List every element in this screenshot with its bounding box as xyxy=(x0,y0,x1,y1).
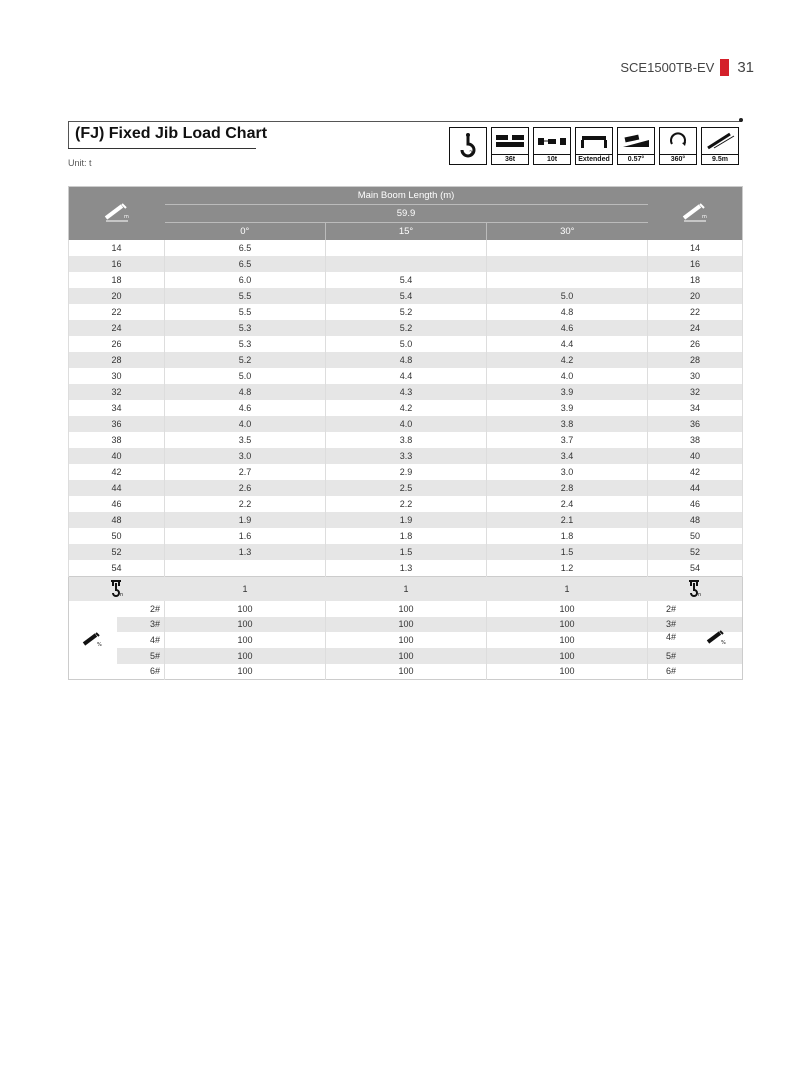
table-row xyxy=(69,496,743,512)
radius-cell: 20 xyxy=(69,288,165,304)
telescoping-cell: 100 xyxy=(326,664,487,680)
title-underline xyxy=(68,148,256,149)
svg-text:%: % xyxy=(721,640,726,646)
telescoping-icon xyxy=(706,628,728,646)
radius-cell: 14 xyxy=(69,240,165,256)
boom-length: 59.9 xyxy=(165,205,648,223)
load-cell: 1.8 xyxy=(326,528,487,544)
telescoping-row xyxy=(69,664,743,680)
radius-cell: 44 xyxy=(648,480,743,496)
telescoping-cell: 100 xyxy=(165,664,326,680)
load-cell: 2.8 xyxy=(487,480,648,496)
table-row xyxy=(69,416,743,432)
header-row-3 xyxy=(69,223,743,241)
svg-text:%: % xyxy=(96,642,102,648)
radius-cell: 36 xyxy=(69,416,165,432)
radius-cell: 34 xyxy=(648,400,743,416)
section-cell-right xyxy=(648,601,743,617)
load-cell: 4.0 xyxy=(165,416,326,432)
radius-cell: 50 xyxy=(648,528,743,544)
telescoping-cell: 100 xyxy=(165,601,326,617)
telescoping-row xyxy=(69,601,743,617)
table-row xyxy=(69,368,743,384)
hook-falls-icon xyxy=(109,579,125,597)
incline-label: 0.57° xyxy=(618,154,654,164)
load-cell xyxy=(487,240,648,256)
telescoping-row xyxy=(69,648,743,664)
section-label: 6# xyxy=(666,666,677,677)
radius-cell: 48 xyxy=(69,512,165,528)
table-row xyxy=(69,464,743,480)
main-boom-header: Main Boom Length (m) xyxy=(165,187,648,205)
telescoping-cell: 100 xyxy=(487,617,648,633)
load-cell: 2.2 xyxy=(165,496,326,512)
radius-cell: 16 xyxy=(648,256,743,272)
section-label: 4# xyxy=(666,632,677,642)
load-cell: 4.6 xyxy=(165,400,326,416)
load-cell: 4.0 xyxy=(326,416,487,432)
jib-length-icon xyxy=(701,127,739,165)
table-row xyxy=(69,304,743,320)
radius-cell: 32 xyxy=(648,384,743,400)
section-label: 2# xyxy=(666,603,677,614)
table-row xyxy=(69,384,743,400)
telescoping-icon xyxy=(82,630,104,648)
table-row xyxy=(69,544,743,560)
load-cell xyxy=(487,272,648,288)
radius-cell: 34 xyxy=(69,400,165,416)
hook-falls-icon xyxy=(687,579,703,597)
telescoping-cell: 100 xyxy=(487,664,648,680)
load-cell: 4.8 xyxy=(487,304,648,320)
hook-falls-label xyxy=(69,577,165,602)
page-header xyxy=(620,59,754,76)
load-cell: 1.9 xyxy=(326,512,487,528)
telescoping-cell: 100 xyxy=(326,632,487,648)
radius-cell: 28 xyxy=(648,352,743,368)
table-row xyxy=(69,240,743,256)
page-title: (FJ) Fixed Jib Load Chart xyxy=(75,125,268,142)
radius-cell: 48 xyxy=(648,512,743,528)
angle-header: 15° xyxy=(326,223,487,241)
radius-cell: 22 xyxy=(69,304,165,320)
radius-cell: 46 xyxy=(648,496,743,512)
counterweight-icon xyxy=(491,127,529,165)
load-cell: 5.0 xyxy=(487,288,648,304)
radius-cell: 24 xyxy=(648,320,743,336)
load-cell: 1.2 xyxy=(487,560,648,577)
radius-cell: 50 xyxy=(69,528,165,544)
load-cell: 5.4 xyxy=(326,288,487,304)
radius-cell: 22 xyxy=(648,304,743,320)
table-row xyxy=(69,320,743,336)
load-cell xyxy=(326,240,487,256)
hook-icon xyxy=(449,127,487,165)
load-cell: 4.8 xyxy=(165,384,326,400)
radius-cell: 54 xyxy=(648,560,743,577)
rule-dot xyxy=(739,118,743,122)
load-cell: 5.4 xyxy=(326,272,487,288)
hook-falls-label xyxy=(648,577,743,602)
load-cell: 6.0 xyxy=(165,272,326,288)
radius-cell: 30 xyxy=(69,368,165,384)
radius-cell: 40 xyxy=(69,448,165,464)
radius-cell: 38 xyxy=(69,432,165,448)
telescoping-cell: 100 xyxy=(487,648,648,664)
title-rule xyxy=(68,121,742,122)
load-cell: 1.9 xyxy=(165,512,326,528)
page-number: 31 xyxy=(737,59,754,76)
load-cell: 4.3 xyxy=(326,384,487,400)
telescoping-cell: 100 xyxy=(326,601,487,617)
section-cell: 6# xyxy=(117,664,165,680)
load-cell: 5.3 xyxy=(165,320,326,336)
hook-falls-cell: 1 xyxy=(326,577,487,602)
slew-label: 360° xyxy=(660,154,696,164)
unit-label: Unit: t xyxy=(68,158,92,168)
load-cell: 3.5 xyxy=(165,432,326,448)
table-row xyxy=(69,448,743,464)
load-cell: 4.0 xyxy=(487,368,648,384)
jib-length-label: 9.5m xyxy=(702,154,738,164)
telescoping-row xyxy=(69,632,743,648)
radius-icon xyxy=(680,200,710,224)
load-cell: 1.8 xyxy=(487,528,648,544)
hook-falls-row xyxy=(69,577,743,602)
load-cell: 1.3 xyxy=(165,544,326,560)
svg-text:m: m xyxy=(123,214,129,220)
radius-cell: 26 xyxy=(69,336,165,352)
section-cell: 5# xyxy=(117,648,165,664)
telescoping-cell: 100 xyxy=(326,617,487,633)
telescoping-cell: 100 xyxy=(165,617,326,633)
radius-cell: 42 xyxy=(69,464,165,480)
outrigger-label: Extended xyxy=(576,154,612,164)
load-cell: 3.3 xyxy=(326,448,487,464)
load-cell: 3.8 xyxy=(326,432,487,448)
radius-cell: 42 xyxy=(648,464,743,480)
radius-header-right xyxy=(648,187,743,241)
hook-falls-cell: 1 xyxy=(165,577,326,602)
radius-cell: 38 xyxy=(648,432,743,448)
model-name: SCE1500TB-EV xyxy=(620,60,715,75)
radius-cell: 20 xyxy=(648,288,743,304)
angle-header: 30° xyxy=(560,226,575,237)
table-row xyxy=(69,480,743,496)
load-cell xyxy=(326,256,487,272)
svg-text:m: m xyxy=(701,214,707,220)
load-cell: 6.5 xyxy=(165,240,326,256)
svg-text:2: 2 xyxy=(469,150,473,157)
load-cell: 5.0 xyxy=(165,368,326,384)
load-cell: 2.4 xyxy=(487,496,648,512)
load-cell: 3.7 xyxy=(487,432,648,448)
telescoping-cell: 100 xyxy=(326,648,487,664)
angle-header: 0° xyxy=(165,223,326,241)
load-cell: 1.5 xyxy=(326,544,487,560)
radius-cell: 18 xyxy=(648,272,743,288)
radius-header-left xyxy=(69,187,165,241)
incline-icon xyxy=(617,127,655,165)
radius-cell: 14 xyxy=(648,240,743,256)
load-cell: 5.3 xyxy=(165,336,326,352)
load-cell: 3.8 xyxy=(487,416,648,432)
load-cell xyxy=(487,256,648,272)
table-row xyxy=(69,560,743,577)
table-row xyxy=(69,400,743,416)
section-label: 5# xyxy=(666,650,677,661)
load-cell: 3.9 xyxy=(487,400,648,416)
load-cell: 4.2 xyxy=(487,352,648,368)
radius-cell: 24 xyxy=(69,320,165,336)
header-row-2 xyxy=(69,205,743,223)
radius-cell: 28 xyxy=(69,352,165,368)
radius-cell: 30 xyxy=(648,368,743,384)
radius-cell: 18 xyxy=(69,272,165,288)
rule-tick xyxy=(68,121,69,149)
radius-cell: 32 xyxy=(69,384,165,400)
section-cell-right xyxy=(648,648,743,664)
load-cell: 5.2 xyxy=(326,304,487,320)
load-cell: 1.5 xyxy=(487,544,648,560)
table-row xyxy=(69,336,743,352)
red-marker xyxy=(720,59,729,76)
svg-text:n: n xyxy=(697,592,701,597)
counterweight-label: 36t xyxy=(492,154,528,164)
radius-icon xyxy=(102,200,132,224)
load-cell: 1.6 xyxy=(165,528,326,544)
radius-cell: 54 xyxy=(69,560,165,577)
load-cell: 4.2 xyxy=(326,400,487,416)
telescoping-cell: 100 xyxy=(487,632,648,648)
load-cell: 5.2 xyxy=(165,352,326,368)
extra-counterweight-label: 10t xyxy=(534,154,570,164)
table-row xyxy=(69,272,743,288)
telescoping-cell: 100 xyxy=(165,632,326,648)
telescoping-icon-cell xyxy=(69,601,117,680)
table-row xyxy=(69,352,743,368)
radius-cell: 16 xyxy=(69,256,165,272)
load-cell: 5.2 xyxy=(326,320,487,336)
hook-falls-cell: 1 xyxy=(487,577,648,602)
load-cell: 4.4 xyxy=(326,368,487,384)
load-cell: 3.0 xyxy=(165,448,326,464)
config-icons xyxy=(449,127,739,165)
section-cell-right xyxy=(648,617,743,633)
slew-icon xyxy=(659,127,697,165)
outrigger-icon xyxy=(575,127,613,165)
load-cell: 2.6 xyxy=(165,480,326,496)
load-cell: 2.2 xyxy=(326,496,487,512)
load-cell: 4.4 xyxy=(487,336,648,352)
load-cell: 4.8 xyxy=(326,352,487,368)
header-row-1 xyxy=(69,187,743,205)
telescoping-cell: 100 xyxy=(487,601,648,617)
load-cell: 2.1 xyxy=(487,512,648,528)
radius-cell: 52 xyxy=(69,544,165,560)
section-cell-right xyxy=(648,632,743,648)
load-cell: 3.4 xyxy=(487,448,648,464)
section-cell: 3# xyxy=(117,617,165,633)
table-row xyxy=(69,512,743,528)
load-cell: 2.9 xyxy=(326,464,487,480)
extra-counterweight-icon xyxy=(533,127,571,165)
table-row xyxy=(69,256,743,272)
radius-cell: 44 xyxy=(69,480,165,496)
load-cell: 3.9 xyxy=(487,384,648,400)
telescoping-row xyxy=(69,617,743,633)
section-cell-right xyxy=(648,664,743,680)
load-cell: 2.7 xyxy=(165,464,326,480)
load-cell: 2.5 xyxy=(326,480,487,496)
table-row xyxy=(69,288,743,304)
load-cell: 6.5 xyxy=(165,256,326,272)
radius-cell: 36 xyxy=(648,416,743,432)
radius-cell: 52 xyxy=(648,544,743,560)
section-label: 3# xyxy=(666,619,677,630)
radius-cell: 40 xyxy=(648,448,743,464)
table-row xyxy=(69,528,743,544)
radius-cell: 46 xyxy=(69,496,165,512)
section-cell: 2# xyxy=(117,601,165,617)
load-cell: 5.5 xyxy=(165,288,326,304)
load-cell: 5.0 xyxy=(326,336,487,352)
radius-cell: 26 xyxy=(648,336,743,352)
svg-text:n: n xyxy=(119,592,123,597)
section-cell: 4# xyxy=(117,632,165,648)
load-cell: 3.0 xyxy=(487,464,648,480)
load-cell: 4.6 xyxy=(487,320,648,336)
load-cell xyxy=(165,560,326,577)
load-cell: 1.3 xyxy=(326,560,487,577)
load-cell: 5.5 xyxy=(165,304,326,320)
telescoping-cell: 100 xyxy=(165,648,326,664)
table-row xyxy=(69,432,743,448)
load-chart-table xyxy=(68,186,743,680)
